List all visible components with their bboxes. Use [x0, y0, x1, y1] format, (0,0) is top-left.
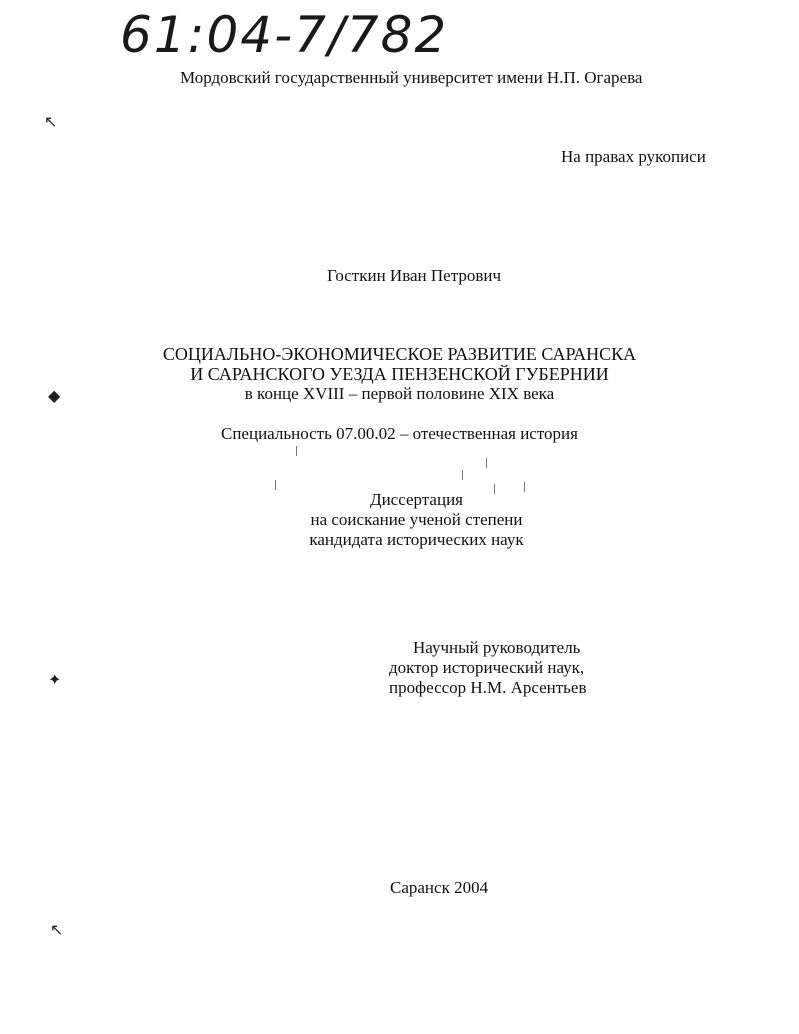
scan-speck	[462, 470, 463, 480]
degree-line-3: кандидата исторических наук	[309, 530, 524, 549]
title-line-1: СОЦИАЛЬНО-ЭКОНОМИЧЕСКОЕ РАЗВИТИЕ САРАНСКА	[162, 344, 637, 364]
degree-line-1: Диссертация	[369, 490, 463, 509]
title-line-3: в конце XVIII – первой половине XIX века	[244, 384, 555, 403]
scan-speck	[296, 446, 297, 456]
margin-scan-mark: ◆	[48, 386, 61, 405]
university-name: Мордовский государственный университет имени Н.П. Огарева	[180, 68, 643, 87]
title-line-2: И САРАНСКОГО УЕЗДА ПЕНЗЕНСКОЙ ГУБЕРНИИ	[190, 364, 609, 384]
handwritten-archive-number	[118, 2, 498, 62]
author-name: Госткин Иван Петрович	[327, 266, 502, 285]
scan-speck	[486, 458, 487, 468]
supervisor-line-3: профессор Н.М. Арсентьев	[389, 678, 587, 697]
archive-number-text: 61:04-7/782	[120, 6, 449, 62]
margin-scan-mark: ↖	[44, 112, 58, 131]
place-and-year: Саранск 2004	[390, 878, 489, 897]
manuscript-rights-note: На правах рукописи	[561, 147, 706, 166]
supervisor-line-1: Научный руководитель	[413, 638, 581, 657]
degree-line-2: на соискание ученой степени	[310, 510, 523, 529]
scan-speck	[275, 480, 276, 490]
margin-scan-mark: ✦	[48, 670, 62, 689]
specialty: Специальность 07.00.02 – отечественная история	[221, 424, 578, 443]
supervisor-line-2: доктор исторический наук,	[389, 658, 585, 677]
margin-scan-mark: ↖	[50, 920, 64, 939]
